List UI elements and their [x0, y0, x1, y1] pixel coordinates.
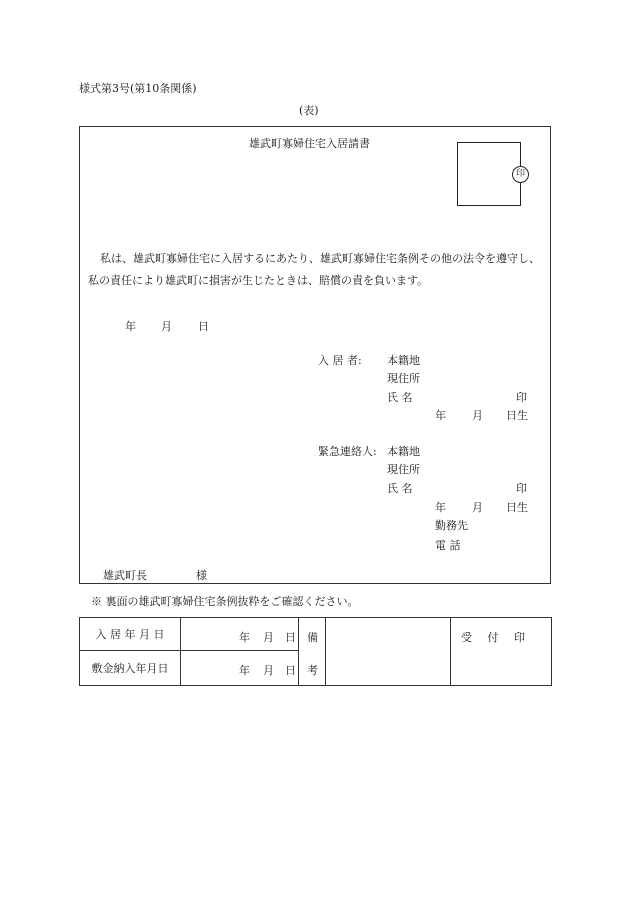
date-year: 年 [125, 320, 136, 333]
resident-birth-year: 年 [435, 409, 446, 422]
addressee-title: 雄武町長 [103, 569, 147, 582]
remarks-label-top: 備 [307, 631, 318, 644]
emergency-birth-day: 日生 [506, 501, 528, 514]
receipt-label: 受 付 印 [461, 631, 525, 644]
emergency-domicile: 本籍地 [387, 445, 420, 458]
deposit-month: 月 [263, 664, 274, 677]
side-label: (表) [299, 104, 319, 117]
move-in-day: 日 [285, 631, 296, 644]
emergency-label: 緊急連絡人: [318, 445, 377, 458]
resident-name: 氏 名 [387, 391, 413, 404]
emergency-birth-month: 月 [472, 501, 483, 514]
form-number: 様式第3号(第10条関係) [79, 82, 197, 95]
emergency-address: 現住所 [387, 463, 420, 476]
resident-domicile: 本籍地 [387, 354, 420, 367]
emergency-birth-year: 年 [435, 501, 446, 514]
receipt-stamp-cell [451, 618, 552, 686]
seal-mark: 印 [512, 166, 529, 183]
emergency-phone: 電 話 [435, 539, 461, 552]
move-in-date-label: 入 居 年 月 日 [95, 628, 165, 641]
emergency-workplace: 勤務先 [435, 519, 468, 532]
resident-birth-day: 日生 [506, 409, 528, 422]
note-text: ※ 裏面の雄武町寡婦住宅条例抜粋をご確認ください。 [91, 595, 359, 608]
table-date-cell [181, 651, 299, 686]
remarks-label-bottom: 考 [307, 664, 318, 677]
office-use-table [79, 617, 552, 686]
emergency-seal: 印 [516, 482, 527, 495]
addressee-honorific: 様 [196, 569, 207, 582]
deposit-day: 日 [285, 664, 296, 677]
resident-label: 入 居 者: [318, 354, 362, 367]
remarks-label-cell [299, 618, 326, 686]
deposit-date-label: 敷金納入年月日 [91, 662, 169, 675]
date-month: 月 [161, 320, 172, 333]
table-row-label [80, 651, 181, 686]
date-day: 日 [198, 320, 209, 333]
resident-seal: 印 [516, 391, 527, 404]
table-date-cell [181, 618, 299, 651]
deposit-year: 年 [239, 664, 250, 677]
form-title: 雄武町寡婦住宅入居請書 [249, 137, 370, 150]
pledge-text: 私は、雄武町寡婦住宅に入居するにあたり、雄武町寡婦住宅条例その他の法令を遵守し、私の責任により雄武町に損害が生じたときは、賠償の責を負います。 [88, 252, 540, 287]
move-in-month: 月 [263, 631, 274, 644]
remarks-field [326, 618, 451, 686]
move-in-year: 年 [239, 631, 250, 644]
emergency-name: 氏 名 [387, 482, 413, 495]
table-row-label [80, 618, 181, 651]
resident-birth-month: 月 [472, 409, 483, 422]
resident-address: 現住所 [387, 372, 420, 385]
